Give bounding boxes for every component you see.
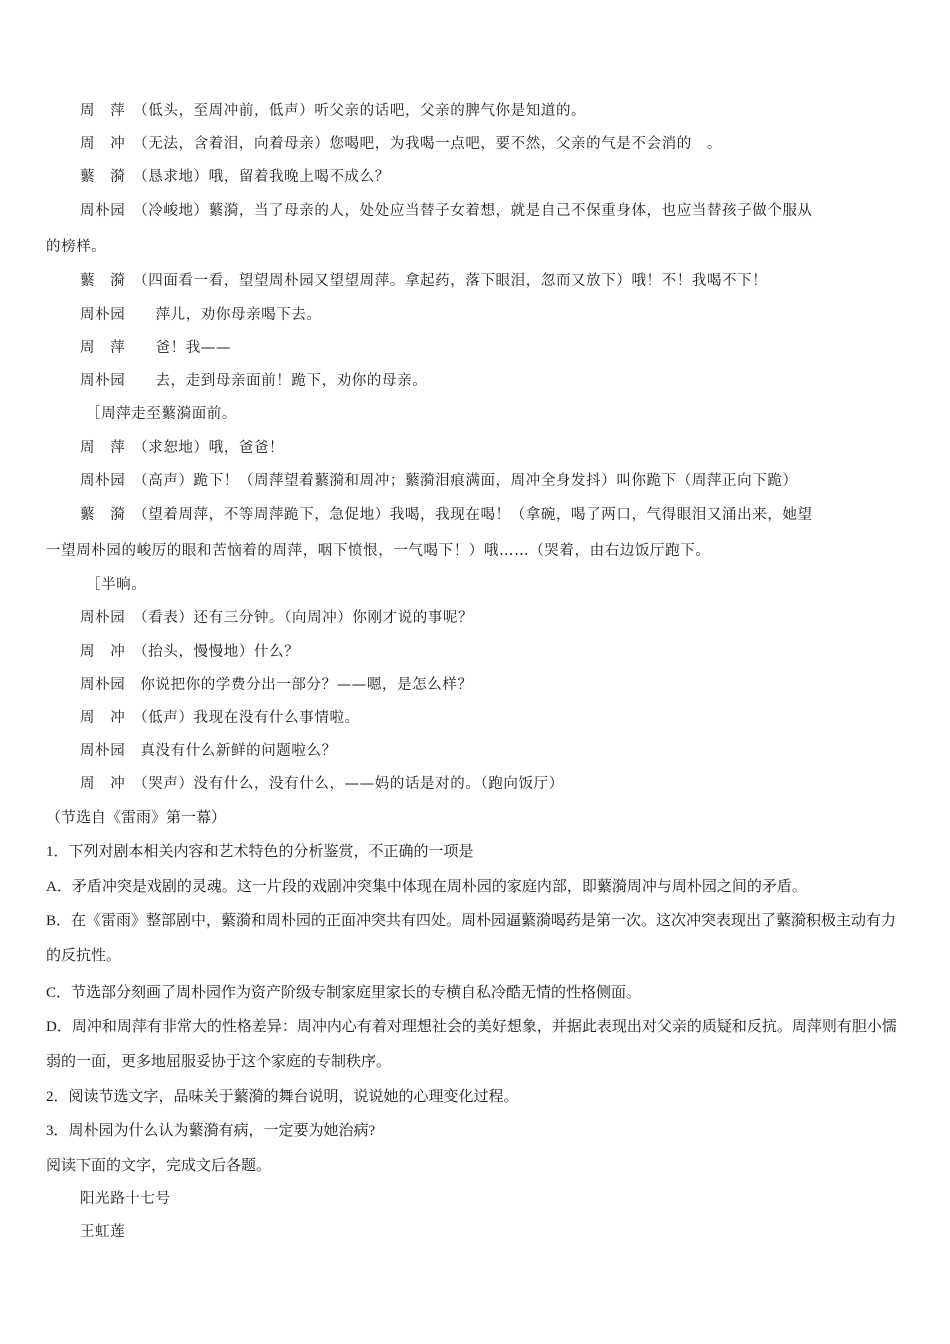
script-line: 周 萍 爸！我—— [80, 340, 231, 356]
question-2: 2．阅读节选文字，品味关于蘩漪的舞台说明，说说她的心理变化过程。 [46, 1089, 519, 1105]
script-line: 的榜样。 [46, 239, 107, 255]
script-line: 周朴园 真没有什么新鲜的问题啦么？ [80, 743, 337, 759]
reading-instruction: 阅读下面的文字，完成文后各题。 [46, 1158, 272, 1174]
option-b: B．在《雷雨》整部剧中，蘩漪和周朴园的正面冲突共有四处。周朴园逼蘩漪喝药是第一次。这次冲突表现出了蘩漪积极主动有力的反抗性。 [46, 913, 897, 964]
script-line: 周 萍 （求恕地）哦，爸爸！ [80, 440, 285, 456]
article-author: 王虹莲 [80, 1224, 126, 1240]
question-3: 3．周朴园为什么认为蘩漪有病，一定要为她治病? [46, 1123, 376, 1139]
script-line: 周 冲 （低声）我现在没有什么事情啦。 [80, 710, 360, 726]
script-line: 周 萍 （低头，至周冲前，低声）听父亲的话吧，父亲的脾气你是知道的。 [80, 103, 587, 119]
option-a: A．矛盾冲突是戏剧的灵魂。这一片段的戏剧冲突集中体现在周朴园的家庭内部，即蘩漪周冲与周朴园之间的矛盾。 [46, 879, 807, 895]
source-note: （节选自《雷雨》第一幕） [46, 810, 227, 826]
script-line: 周 冲 （哭声）没有什么，没有什么，——妈的话是对的。（跑向饭厅） [80, 776, 564, 792]
script-line: 周朴园 你说把你的学费分出一部分？——嗯，是怎么样？ [80, 677, 473, 693]
option-d: D．周冲和周萍有非常大的性格差异：周冲内心有着对理想社会的美好想象，并据此表现出对父亲的质疑和反抗。周萍则有胆小懦弱的一面，更多地屈服妥协于这个家庭的专制秩序。 [46, 1019, 897, 1070]
script-line: 周朴园 （看表）还有三分钟。（向周冲）你刚才说的事呢？ [80, 610, 474, 626]
script-line: 周朴园 去，走到母亲面前！跪下，劝你的母亲。 [80, 373, 428, 389]
script-line: 周朴园 （冷峻地）蘩漪，当了母亲的人，处处应当替子女着想，就是自己不保重身体，也应当替孩子做个服从 [80, 203, 813, 219]
script-line: 周朴园 萍儿，劝你母亲喝下去。 [80, 307, 322, 323]
script-line: 蘩 漪 （四面看一看，望望周朴园又望望周萍。拿起药，落下眼泪，忽而又放下）哦！不！我喝不下！ [80, 273, 768, 289]
script-line: 蘩 漪 （望着周萍，不等周萍跪下，急促地）我喝，我现在喝！（拿碗，喝了两口，气得眼泪又涌出来，她望 [80, 507, 813, 523]
question-1: 1．下列对剧本相关内容和艺术特色的分析鉴赏，不正确的一项是 [46, 844, 474, 860]
script-line: 周朴园 （高声）跪下！（周萍望着蘩漪和周冲；蘩漪泪痕满面，周冲全身发抖）叫你跪下（周萍正向下跪） [80, 473, 798, 489]
stage-direction: ［半晌。 [86, 577, 147, 593]
script-line: 周 冲 （抬头，慢慢地）什么？ [80, 644, 300, 660]
script-line: 一望周朴园的峻厉的眼和苦恼着的周萍，咽下愤恨，一气喝下！）哦……（哭着，由右边饭厅跑下。 [46, 543, 711, 559]
script-line: 周 冲 （无法，含着泪，向着母亲）您喝吧，为我喝一点吧，要不然，父亲的气是不会消的 。 [80, 136, 723, 152]
stage-direction: ［周萍走至蘩漪面前。 [86, 406, 237, 422]
option-c: C．节选部分刻画了周朴园作为资产阶级专制家庭里家长的专横自私冷酷无情的性格侧面。 [46, 985, 642, 1001]
script-line: 蘩 漪 （恳求地）哦，留着我晚上喝不成么？ [80, 169, 390, 185]
article-title: 阳光路十七号 [80, 1191, 171, 1207]
